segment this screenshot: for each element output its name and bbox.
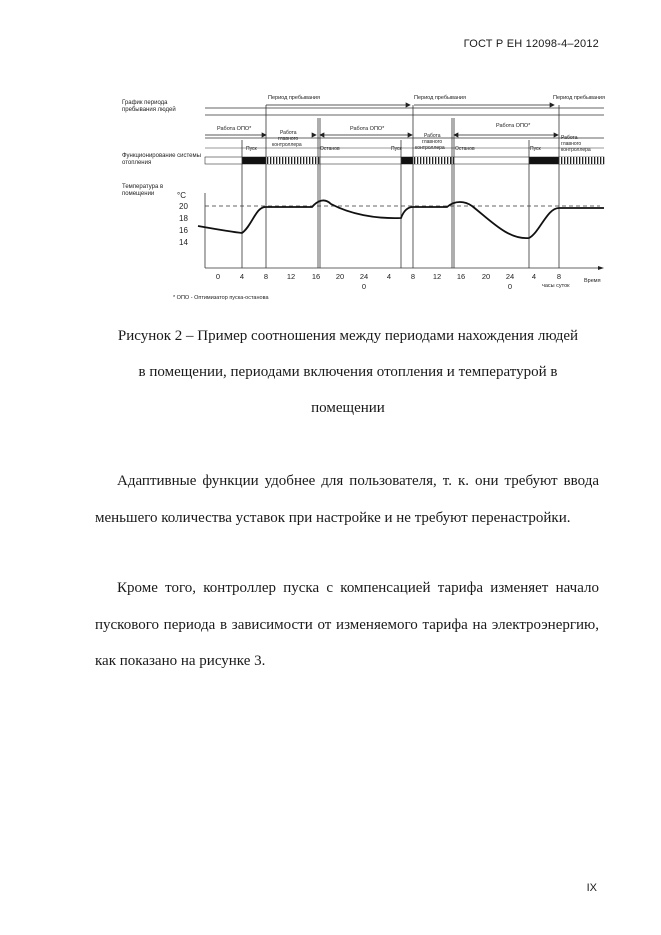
y-unit-label: °С <box>177 191 186 200</box>
occupancy-row-label <box>122 100 176 113</box>
phase-opo-1: Работа ОПО* <box>217 126 252 132</box>
heating-main-1 <box>266 157 320 164</box>
heating-row-label-line1: Функционирование системы <box>122 153 201 159</box>
x-axis-unit: часы суток <box>542 283 570 289</box>
x-subtick: 0 <box>361 282 367 291</box>
occupancy-label-1: Период пребывания <box>268 95 320 101</box>
x-tick: 24 <box>359 272 369 281</box>
phase-stop-2: Останов <box>455 146 475 152</box>
heating-start-3 <box>529 157 559 164</box>
phase-start-2: Пуск <box>391 146 402 152</box>
temperature-row-label-line2: помещении <box>122 191 155 197</box>
temperature-row-label <box>122 184 165 197</box>
x-tick: 4 <box>386 272 392 281</box>
x-tick: 4 <box>239 272 245 281</box>
y-tick-20: 20 <box>179 202 188 211</box>
phase-main-controller-1: Работа главного контроллера <box>272 130 302 148</box>
caption-line1: Рисунок 2 – Пример соотношения между периодами нахождения людей <box>117 328 579 344</box>
heating-main-2 <box>413 157 454 164</box>
page-number: IX <box>586 882 597 894</box>
x-tick: 24 <box>505 272 515 281</box>
caption-line3: помещении <box>311 400 385 416</box>
occupancy-label-2: Период пребывания <box>414 95 466 101</box>
phase-stop-1: Останов <box>320 146 340 152</box>
occupancy-row-label-line2: пребывания людей <box>122 107 176 113</box>
phase-opo-2: Работа ОПО* <box>350 126 385 132</box>
phase-start-3: Пуск <box>530 146 541 152</box>
y-tick-16: 16 <box>179 226 188 235</box>
x-subtick: 0 <box>507 282 513 291</box>
x-tick: 16 <box>311 272 321 281</box>
x-tick: 8 <box>263 272 269 281</box>
figure-caption <box>95 318 601 426</box>
x-tick: 16 <box>456 272 466 281</box>
x-tick: 0 <box>215 272 221 281</box>
temperature-row-label-line1: Температура в <box>122 184 164 190</box>
x-ticks <box>216 272 561 291</box>
phase-opo-3: Работа ОПО* <box>496 123 531 129</box>
x-axis-title: Время <box>584 278 601 284</box>
figure-footnote: * ОПО - Оптимизатор пуска-останова <box>173 295 269 301</box>
occupancy-row-label-line1: График периода <box>122 100 168 106</box>
x-tick: 4 <box>531 272 537 281</box>
heating-main-3 <box>559 157 604 164</box>
phase-start-1: Пуск <box>246 146 257 152</box>
y-tick-14: 14 <box>179 238 188 247</box>
heating-start-1 <box>242 157 266 164</box>
x-tick: 20 <box>481 272 491 281</box>
body-paragraph-1: Адаптивные функции удобнее для пользователя, т. к. они требуют ввода меньшего количества уставок при настройке и не требуют перенастройки. <box>95 473 599 526</box>
phase-main-controller-2: Работа главного контроллера <box>415 133 445 151</box>
x-tick: 20 <box>335 272 345 281</box>
x-tick: 12 <box>286 272 296 281</box>
occupancy-label-3: Период пребывания <box>553 95 605 101</box>
y-ticks <box>179 202 188 247</box>
x-tick: 8 <box>410 272 416 281</box>
heating-row-label-line2: отопления <box>122 160 152 166</box>
phase-main-controller-3: Работа главного контроллера <box>561 135 591 153</box>
caption-line2: в помещении, периодами включения отопления и температурой в <box>138 364 558 380</box>
body-paragraph-2: Кроме того, контроллер пуска с компенсацией тарифа изменяет начало пускового периода в зависимости от изменяемого тарифа на электроэнергию, как показано на рисунке 3. <box>95 580 599 669</box>
heating-row-label <box>122 153 203 166</box>
figure-diagram <box>0 0 661 310</box>
document-header: ГОСТ Р ЕН 12098-4–2012 <box>463 38 599 50</box>
y-tick-18: 18 <box>179 214 188 223</box>
x-tick: 8 <box>556 272 562 281</box>
x-tick: 12 <box>432 272 442 281</box>
heating-start-2 <box>401 157 413 164</box>
